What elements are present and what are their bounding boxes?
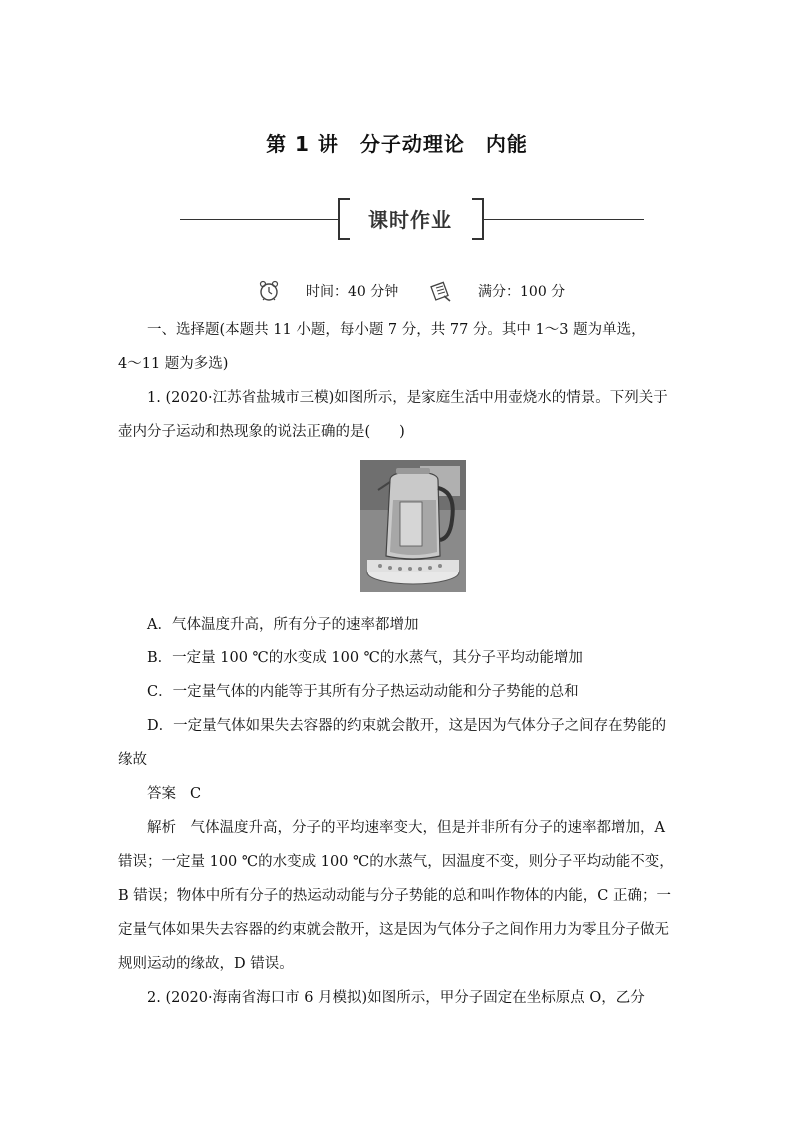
q2-stem: 2. (2020·海南省海口市 6 月模拟)如图所示，甲分子固定在坐标原点 O，乙分 <box>147 990 645 1006</box>
q1-option-a: A．气体温度升高，所有分子的速率都增加 <box>147 617 419 633</box>
q1-option-c: C．一定量气体的内能等于其所有分子热运动动能和分子势能的总和 <box>147 684 579 700</box>
time-info <box>258 280 398 302</box>
banner-title: 课时作业 <box>368 208 452 232</box>
alarm-clock-icon <box>258 280 280 302</box>
lecture-title: 第 1 讲 分子动理论 内能 <box>266 132 528 156</box>
kettle-photo <box>360 460 466 592</box>
banner-right-rule <box>482 219 644 220</box>
analysis-label: 解析 <box>147 820 176 836</box>
section-banner <box>180 198 644 242</box>
section-intro-line2: 4～11 题为多选) <box>118 356 229 372</box>
q1-option-d: D．一定量气体如果失去容器的约束就会散开，这是因为气体分子之间存在势能的缘故 <box>118 718 667 768</box>
q1-answer <box>147 777 201 811</box>
answer-value: C <box>190 786 202 802</box>
full-score: 满分：100 分 <box>478 284 566 300</box>
score-sheet-icon <box>430 280 452 302</box>
q1-stem: 1. (2020·江苏省盐城市三模)如图所示，是家庭生活中用壶烧水的情景。下列关于壶内分子运动和热现象的说法正确的是( ) <box>118 390 668 440</box>
score-info <box>430 280 565 302</box>
analysis-text: 气体温度升高，分子的平均速率变大，但是并非所有分子的速率都增加，A 错误；一定量 100 ℃的水变成 100 ℃的水蒸气，因温度不变，则分子平均动能不变，B 错误；物体中所有分子的热运动动能与分子势能的总和叫作物体的内能，C 正确；一定量气体如果失去容器的约束就会散开，这是因为气体分子之间作用力为零且分子做无规则运动的缘故，D 错误。 <box>118 820 674 972</box>
time-limit: 时间：40 分钟 <box>306 284 399 300</box>
answer-label: 答案 <box>147 786 176 802</box>
q1-analysis <box>118 811 678 981</box>
q1-option-b: B．一定量 100 ℃的水变成 100 ℃的水蒸气，其分子平均动能增加 <box>147 650 583 666</box>
banner-left-rule <box>180 219 338 220</box>
section-intro-line1: 一、选择题(本题共 11 小题，每小题 7 分，共 77 分。其中 1～3 题为单选， <box>147 322 646 338</box>
banner-left-bracket <box>338 198 350 240</box>
